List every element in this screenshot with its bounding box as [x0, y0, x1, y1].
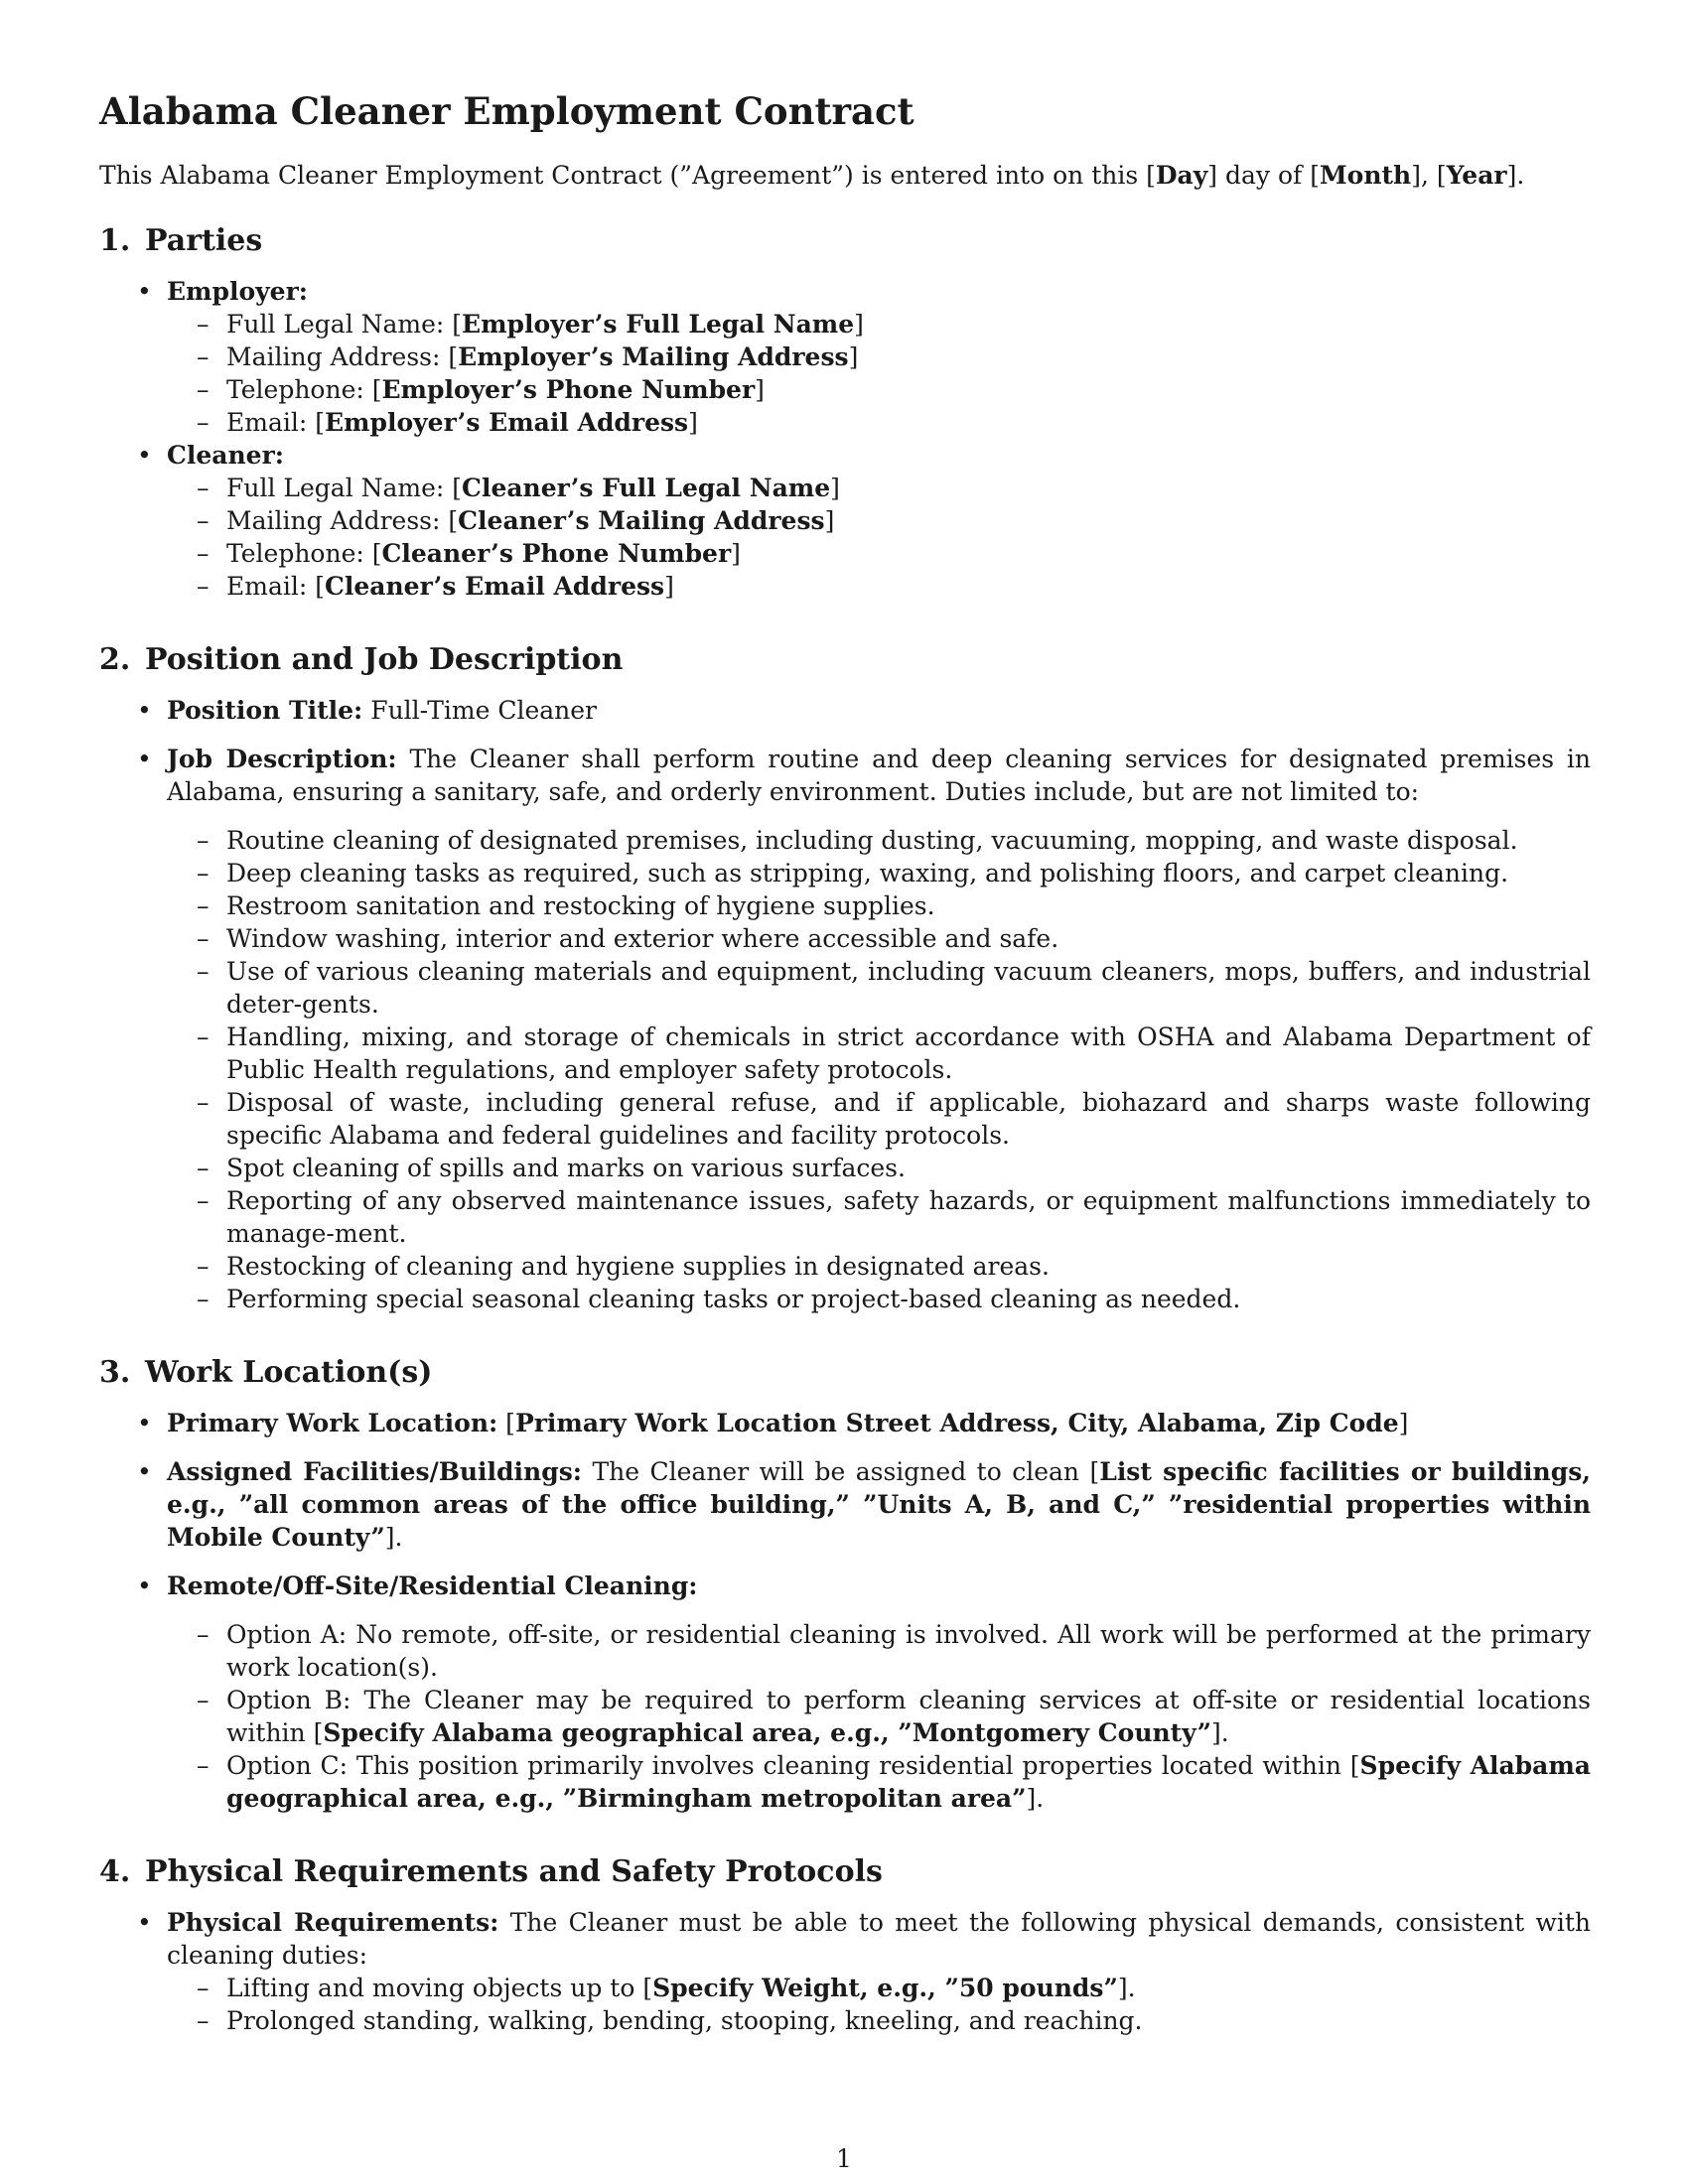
lifting-weight-placeholder: Specify Weight, e.g., ”50 pounds” [652, 1974, 1118, 2002]
physical-requirements-item [99, 1906, 1591, 2037]
list-item: – Mailing Address: [Cleaner’s Mailing Address] [99, 504, 1591, 537]
job-description-paragraph [167, 743, 1591, 808]
position-title-value: Full-Time Cleaner [370, 696, 598, 725]
field-label: Full Legal Name: [226, 310, 445, 339]
intro-month-placeholder: Month [1319, 161, 1412, 190]
list-item: – Routine cleaning of designated premises, including dusting, vacuuming, mopping, and waste disposal. [99, 824, 1591, 857]
employer-details [167, 308, 1591, 439]
list-item [99, 1972, 1591, 2004]
option-b-placeholder: Specify Alabama geographical area, e.g., ”Montgomery County” [323, 1718, 1212, 1747]
intro-year-placeholder: Year [1446, 161, 1507, 190]
field-label: Mailing Address: [226, 506, 441, 535]
cleaner-label: Cleaner: [167, 441, 284, 470]
field-placeholder: Cleaner’s Mailing Address [458, 506, 825, 535]
physical-requirements-label: Physical Requirements: [167, 1908, 499, 1937]
assigned-facilities-text: The Cleaner will be assigned to clean [ [592, 1457, 1100, 1486]
intro-day-placeholder: Day [1155, 161, 1208, 190]
document-title: Alabama Cleaner Employment Contract [99, 89, 914, 133]
field-placeholder: Cleaner’s Phone Number [381, 539, 732, 568]
remote-options-list [167, 1618, 1591, 1815]
intro-text: This Alabama Cleaner Employment Contract (”Agreement”) is entered into on this [ [99, 161, 1156, 190]
list-item: – Prolonged standing, walking, bending, stooping, kneeling, and reaching. [99, 2004, 1591, 2037]
intro-text: ] day of [ [1207, 161, 1320, 190]
list-item: – Mailing Address: [Employer’s Mailing Address] [99, 341, 1591, 373]
option-b [99, 1684, 1591, 1749]
position-title-item [99, 694, 1591, 727]
list-item: – Deep cleaning tasks as required, such as stripping, waxing, and polishing floors, and carpet cleaning. [99, 857, 1591, 889]
primary-location-label: Primary Work Location: [167, 1409, 498, 1437]
primary-location-item: • Primary Work Location: [Primary Work Location Street Address, City, Alabama, Zip Code] [99, 1407, 1591, 1439]
position-list [99, 694, 1591, 1315]
remote-cleaning-label: Remote/Off-Site/Residential Cleaning: [167, 1571, 698, 1600]
assigned-facilities-label: Assigned Facilities/Buildings: [167, 1457, 582, 1486]
section-heading-position [99, 640, 1591, 680]
work-location-list [99, 1407, 1591, 1815]
list-item: – Use of various cleaning materials and equipment, including vacuum cleaners, mops, buffers, and industrial deter-gents. [99, 955, 1591, 1021]
list-item: – Restroom sanitation and restocking of hygiene supplies. [99, 889, 1591, 922]
field-label: Telephone: [226, 375, 364, 404]
job-description-text: The Cleaner shall perform routine and deep cleaning services for designated premises in Alabama, ensuring a sanitary, safe, and orderly environment. Duties include, but are not limited to: [167, 745, 1591, 806]
physical-demands-list [167, 1972, 1591, 2037]
employer-item [99, 275, 1591, 439]
cleaner-details [167, 472, 1591, 603]
list-item: – Handling, mixing, and storage of chemicals in strict accordance with OSHA and Alabama Department of Public Health regulations, and employer safety protocols. [99, 1021, 1591, 1086]
section-title: Work Location(s) [145, 1355, 433, 1390]
field-placeholder: Employer’s Full Legal Name [462, 310, 855, 339]
section-number: 2. [99, 642, 131, 677]
document-page [99, 89, 1591, 2075]
option-c-text: Option C: This position primarily involves cleaning residential properties located within [ [226, 1751, 1360, 1780]
physical-list [99, 1906, 1591, 2037]
physical-requirements-paragraph [167, 1906, 1591, 1972]
list-item: – Full Legal Name: [Cleaner’s Full Legal Name] [99, 472, 1591, 504]
option-end: ]. [1026, 1784, 1045, 1813]
list-item: – Email: [Cleaner’s Email Address] [99, 570, 1591, 603]
field-placeholder: Employer’s Phone Number [381, 375, 756, 404]
option-end: ]. [1211, 1718, 1229, 1747]
section-heading-work-location [99, 1353, 1591, 1393]
list-item: – Disposal of waste, including general refuse, and if applicable, biohazard and sharps waste following specific Alabama and federal guidelines and facility protocols. [99, 1086, 1591, 1152]
section-number: 1. [99, 223, 131, 258]
intro-paragraph [99, 159, 1591, 192]
primary-location-placeholder: Primary Work Location Street Address, City, Alabama, Zip Code [514, 1409, 1399, 1437]
field-label: Full Legal Name: [226, 474, 445, 502]
job-description-label: Job Description: [167, 745, 397, 773]
list-item: – Spot cleaning of spills and marks on various surfaces. [99, 1152, 1591, 1184]
field-label: Email: [226, 572, 308, 601]
assigned-facilities-item [99, 1455, 1591, 1554]
option-b-text: Option B: The Cleaner may be required to perform cleaning services at off-site or residential locations within [ [226, 1686, 1591, 1747]
lifting-end: ]. [1117, 1974, 1136, 2002]
intro-text: ]. [1506, 161, 1525, 190]
field-label: Mailing Address: [226, 342, 441, 371]
section-heading-parties [99, 221, 1591, 261]
parties-list [99, 275, 1591, 603]
field-placeholder: Employer’s Email Address [324, 408, 689, 437]
list-item: – Telephone: [Employer’s Phone Number] [99, 373, 1591, 406]
list-item: – Performing special seasonal cleaning tasks or project-based cleaning as needed. [99, 1283, 1591, 1315]
section-title: Position and Job Description [145, 642, 624, 677]
employer-label: Employer: [167, 277, 308, 306]
field-label: Telephone: [226, 539, 364, 568]
list-item: – Full Legal Name: [Employer’s Full Legal Name] [99, 308, 1591, 341]
list-item: – Restocking of cleaning and hygiene supplies in designated areas. [99, 1250, 1591, 1283]
section-number: 4. [99, 1854, 131, 1889]
page-number: 1 [836, 2144, 852, 2173]
assigned-facilities-end: ]. [384, 1523, 403, 1552]
option-a: – Option A: No remote, off-site, or residential cleaning is involved. All work will be performed at the primary work location(s). [99, 1618, 1591, 1684]
option-c-placeholder: Specify Alabama geographical area, e.g., ”Birmingham metropolitan area” [226, 1751, 1591, 1813]
cleaner-item [99, 439, 1591, 603]
remote-cleaning-item [99, 1570, 1591, 1815]
list-item: – Telephone: [Cleaner’s Phone Number] [99, 537, 1591, 570]
list-item: – Reporting of any observed maintenance issues, safety hazards, or equipment malfunctions immediately to manage-ment. [99, 1184, 1591, 1250]
section-number: 3. [99, 1355, 131, 1390]
option-c [99, 1749, 1591, 1815]
list-item: – Email: [Employer’s Email Address] [99, 406, 1591, 439]
list-item: – Window washing, interior and exterior where accessible and safe. [99, 922, 1591, 955]
intro-text: ], [ [1411, 161, 1447, 190]
lifting-text: Lifting and moving objects up to [ [226, 1974, 653, 2002]
assigned-facilities-placeholder: List specific facilities or buildings, e.g., ”all common areas of the office building,” ”Units A, B, and C,” ”residential properties within Mobile County” [167, 1457, 1591, 1552]
section-title: Physical Requirements and Safety Protocols [145, 1854, 883, 1889]
position-title-label: Position Title: [167, 696, 363, 725]
duties-list [167, 824, 1591, 1315]
section-title: Parties [145, 223, 263, 258]
physical-requirements-text: The Cleaner must be able to meet the following physical demands, consistent with cleaning duties: [167, 1908, 1591, 1970]
section-heading-physical [99, 1852, 1591, 1892]
field-placeholder: Cleaner’s Full Legal Name [462, 474, 831, 502]
field-placeholder: Cleaner’s Email Address [324, 572, 665, 601]
job-description-item [99, 743, 1591, 1315]
field-placeholder: Employer’s Mailing Address [458, 342, 849, 371]
field-label: Email: [226, 408, 308, 437]
